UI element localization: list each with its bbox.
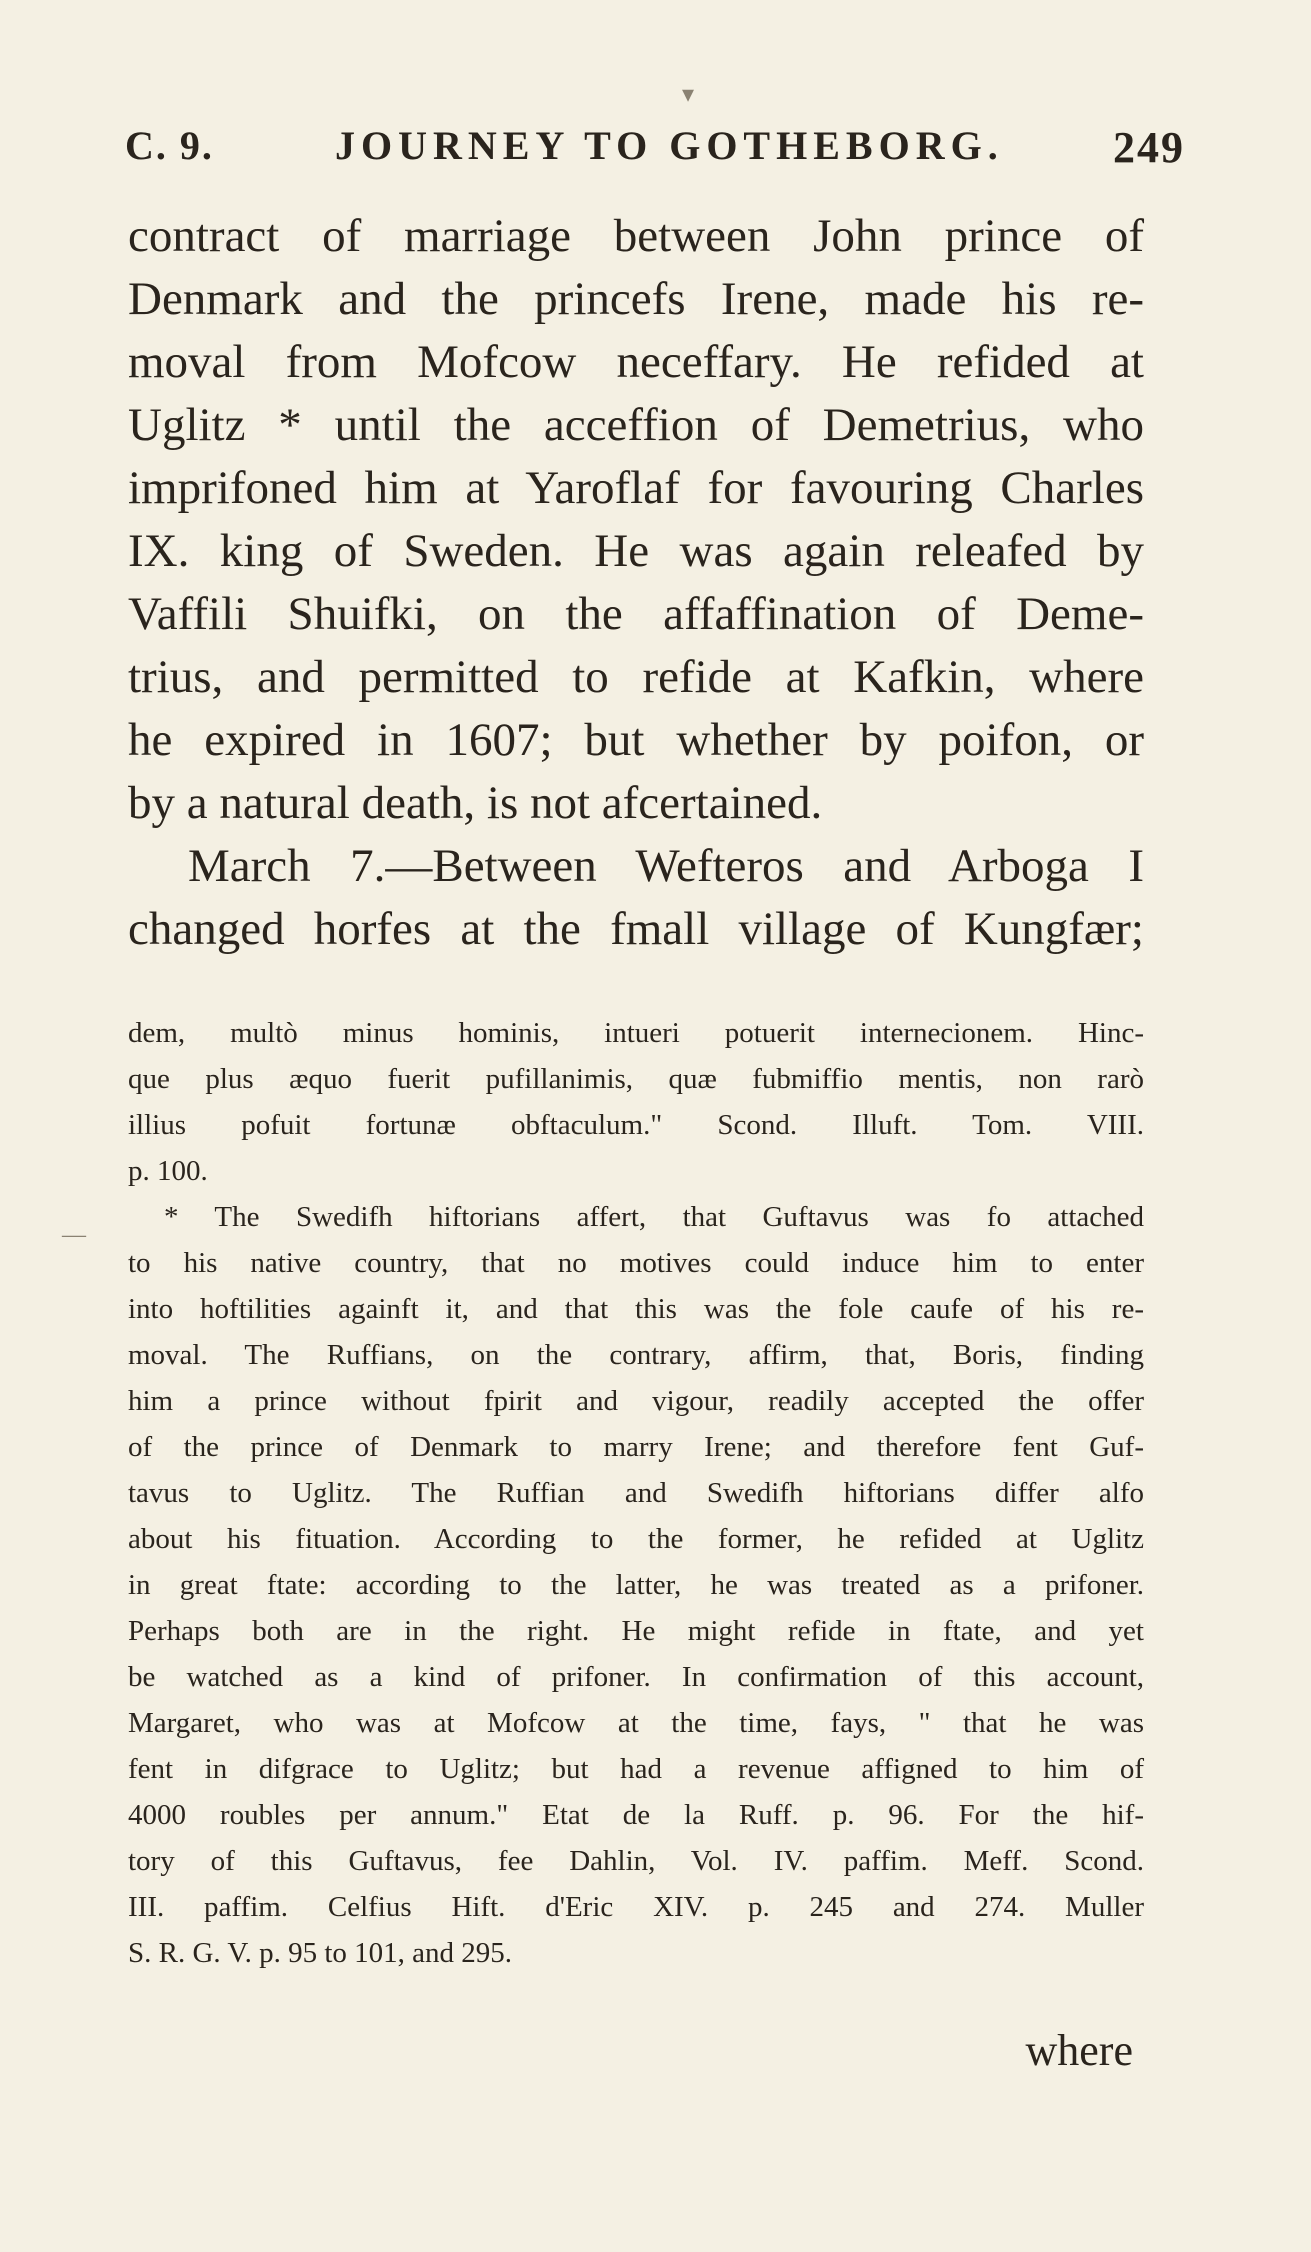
footnote-line: moval. The Ruffians, on the contrary, affirm, that, Boris, finding <box>128 1339 1144 1371</box>
text-line: imprifoned him at Yaroflaf for favouring Charles <box>128 462 1144 514</box>
footnote-line: * The Swedifh hiftorians affert, that Guftavus was fo attached <box>164 1201 1144 1233</box>
text-line: Uglitz * until the acceffion of Demetrius, who <box>128 399 1144 451</box>
footnote-line: p. 100. <box>128 1155 208 1187</box>
footnote-line: of the prince of Denmark to marry Irene; and therefore fent Guf- <box>128 1431 1144 1463</box>
running-header <box>125 122 1185 182</box>
footnote-line: fent in difgrace to Uglitz; but had a revenue affigned to him of <box>128 1753 1144 1785</box>
chapter-label: C. 9. <box>125 123 214 168</box>
footnote-line: tavus to Uglitz. The Ruffian and Swedifh hiftorians differ alfo <box>128 1477 1144 1509</box>
footnote-line: dem, multò minus hominis, intueri potuerit internecionem. Hinc- <box>128 1017 1144 1049</box>
footnote-line: tory of this Guftavus, fee Dahlin, Vol. IV. paffim. Meff. Scond. <box>128 1845 1144 1877</box>
footnote-line: Perhaps both are in the right. He might refide in ftate, and yet <box>128 1615 1144 1647</box>
text-line: March 7.—Between Wefteros and Arboga I <box>188 840 1144 892</box>
footnote-line: Margaret, who was at Mofcow at the time, fays, " that he was <box>128 1707 1144 1739</box>
footnote-line: III. paffim. Celfius Hift. d'Eric XIV. p. 245 and 274. Muller <box>128 1891 1144 1923</box>
footnote-line: 4000 roubles per annum." Etat de la Ruff. p. 96. For the hif- <box>128 1799 1144 1831</box>
text-line: by a natural death, is not afcertained. <box>128 777 823 829</box>
footnotes <box>128 1010 1144 1976</box>
running-title: JOURNEY TO GOTHEBORG. <box>335 123 1004 168</box>
footnote-line: que plus æquo fuerit pufillanimis, quæ fubmiffio mentis, non rarò <box>128 1063 1144 1095</box>
footnote-line: in great ftate: according to the latter, he was treated as a prifoner. <box>128 1569 1144 1601</box>
page-number: 249 <box>1113 123 1185 172</box>
text-line: contract of marriage between John prince of <box>128 210 1144 262</box>
catchword: where <box>1025 2026 1133 2075</box>
main-text <box>128 205 1144 961</box>
text-line: he expired in 1607; but whether by poifon, or <box>128 714 1144 766</box>
text-line: Denmark and the princefs Irene, made his re- <box>128 273 1144 325</box>
footnote-line: him a prince without fpirit and vigour, readily accepted the offer <box>128 1385 1144 1417</box>
text-line: Vaffili Shuifki, on the affaffination of Deme- <box>128 588 1144 640</box>
margin-mark: — <box>62 1222 86 1248</box>
text-line: IX. king of Sweden. He was again releafed by <box>128 525 1144 577</box>
text-line: changed horfes at the fmall village of Kungfær; <box>128 903 1144 955</box>
text-line: moval from Mofcow neceffary. He refided at <box>128 336 1144 388</box>
footnote-line: S. R. G. V. p. 95 to 101, and 295. <box>128 1937 513 1969</box>
ink-mark: ▾ <box>682 82 695 108</box>
footnote-line: be watched as a kind of prifoner. In confirmation of this account, <box>128 1661 1144 1693</box>
footnote-line: into hoftilities againft it, and that this was the fole caufe of his re- <box>128 1293 1144 1325</box>
footnote-line: illius pofuit fortunæ obftaculum." Scond. Illuft. Tom. VIII. <box>128 1109 1144 1141</box>
footnote-line: to his native country, that no motives could induce him to enter <box>128 1247 1144 1279</box>
text-line: trius, and permitted to refide at Kafkin, where <box>128 651 1144 703</box>
footnote-line: about his fituation. According to the former, he refided at Uglitz <box>128 1523 1144 1555</box>
